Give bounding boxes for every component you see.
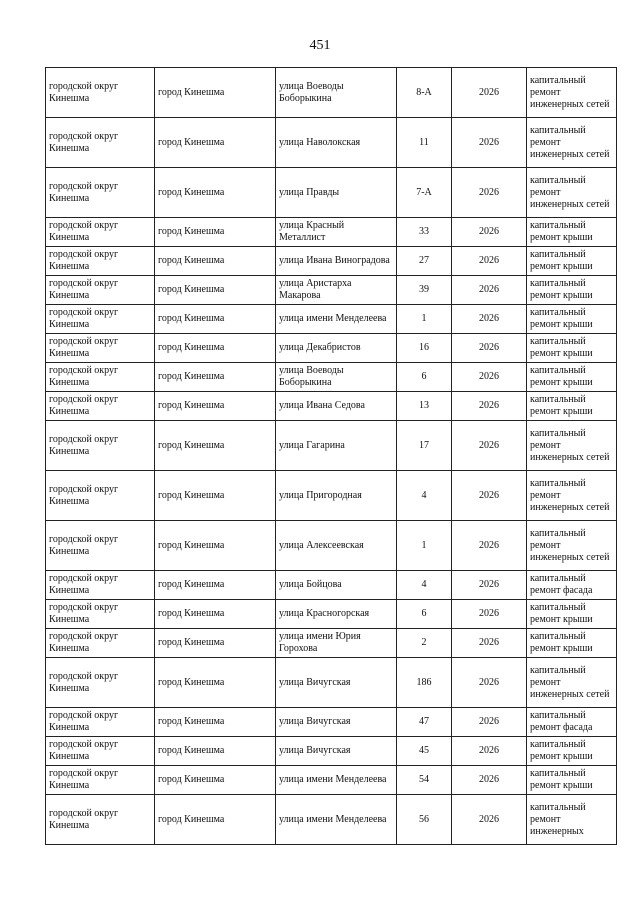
house-number-cell: 56 — [397, 795, 452, 845]
city-cell: город Кинешма — [155, 708, 276, 737]
city-cell: город Кинешма — [155, 521, 276, 571]
district-cell: городской округ Кинешма — [46, 247, 155, 276]
street-cell: улица Ивана Виноградова — [276, 247, 397, 276]
table-row — [46, 334, 617, 363]
year-cell: 2026 — [452, 737, 527, 766]
table-row — [46, 471, 617, 521]
street-cell: улица имени Юрия Горохова — [276, 629, 397, 658]
work-type-cell: капитальный ремонт крыши — [527, 305, 617, 334]
table-row — [46, 571, 617, 600]
year-cell: 2026 — [452, 68, 527, 118]
page-number: 451 — [309, 38, 331, 53]
year-cell: 2026 — [452, 795, 527, 845]
house-number-cell: 6 — [397, 363, 452, 392]
housing-repair-table — [45, 67, 617, 845]
street-cell: улица имени Менделеева — [276, 766, 397, 795]
house-number-cell: 17 — [397, 421, 452, 471]
table-row — [46, 392, 617, 421]
work-type-cell: капитальный ремонт крыши — [527, 363, 617, 392]
city-cell: город Кинешма — [155, 247, 276, 276]
table-row — [46, 600, 617, 629]
table-row — [46, 708, 617, 737]
house-number-cell: 1 — [397, 521, 452, 571]
city-cell: город Кинешма — [155, 334, 276, 363]
district-cell: городской округ Кинешма — [46, 305, 155, 334]
city-cell: город Кинешма — [155, 421, 276, 471]
work-type-cell: капитальный ремонт инженерных — [527, 795, 617, 845]
street-cell: улица имени Менделеева — [276, 305, 397, 334]
district-cell: городской округ Кинешма — [46, 658, 155, 708]
district-cell: городской округ Кинешма — [46, 276, 155, 305]
city-cell: город Кинешма — [155, 118, 276, 168]
table-row — [46, 118, 617, 168]
work-type-cell: капитальный ремонт крыши — [527, 334, 617, 363]
year-cell: 2026 — [452, 708, 527, 737]
work-type-cell: капитальный ремонт инженерных сетей — [527, 521, 617, 571]
house-number-cell: 27 — [397, 247, 452, 276]
district-cell: городской округ Кинешма — [46, 392, 155, 421]
house-number-cell: 8-А — [397, 68, 452, 118]
table-row — [46, 247, 617, 276]
city-cell: город Кинешма — [155, 363, 276, 392]
house-number-cell: 7-А — [397, 168, 452, 218]
year-cell: 2026 — [452, 168, 527, 218]
house-number-cell: 4 — [397, 471, 452, 521]
year-cell: 2026 — [452, 421, 527, 471]
district-cell: городской округ Кинешма — [46, 521, 155, 571]
district-cell: городской округ Кинешма — [46, 334, 155, 363]
year-cell: 2026 — [452, 471, 527, 521]
year-cell: 2026 — [452, 118, 527, 168]
house-number-cell: 6 — [397, 600, 452, 629]
district-cell: городской округ Кинешма — [46, 421, 155, 471]
year-cell: 2026 — [452, 218, 527, 247]
table-row — [46, 168, 617, 218]
city-cell: город Кинешма — [155, 471, 276, 521]
work-type-cell: капитальный ремонт инженерных сетей — [527, 471, 617, 521]
house-number-cell: 47 — [397, 708, 452, 737]
table-row — [46, 305, 617, 334]
district-cell: городской округ Кинешма — [46, 600, 155, 629]
year-cell: 2026 — [452, 363, 527, 392]
work-type-cell: капитальный ремонт крыши — [527, 392, 617, 421]
table-row — [46, 521, 617, 571]
house-number-cell: 186 — [397, 658, 452, 708]
street-cell: улица Алексеевская — [276, 521, 397, 571]
work-type-cell: капитальный ремонт крыши — [527, 737, 617, 766]
work-type-cell: капитальный ремонт инженерных сетей — [527, 168, 617, 218]
work-type-cell: капитальный ремонт инженерных сетей — [527, 118, 617, 168]
year-cell: 2026 — [452, 766, 527, 795]
district-cell: городской округ Кинешма — [46, 168, 155, 218]
work-type-cell: капитальный ремонт крыши — [527, 218, 617, 247]
work-type-cell: капитальный ремонт инженерных сетей — [527, 68, 617, 118]
city-cell: город Кинешма — [155, 392, 276, 421]
table-row — [46, 421, 617, 471]
street-cell: улица Гагарина — [276, 421, 397, 471]
year-cell: 2026 — [452, 600, 527, 629]
table-row — [46, 629, 617, 658]
street-cell: улица имени Менделеева — [276, 795, 397, 845]
work-type-cell: капитальный ремонт фасада — [527, 571, 617, 600]
table-row — [46, 276, 617, 305]
city-cell: город Кинешма — [155, 658, 276, 708]
street-cell: улица Наволокская — [276, 118, 397, 168]
city-cell: город Кинешма — [155, 218, 276, 247]
work-type-cell: капитальный ремонт инженерных сетей — [527, 658, 617, 708]
year-cell: 2026 — [452, 305, 527, 334]
street-cell: улица Красный Металлист — [276, 218, 397, 247]
work-type-cell: капитальный ремонт крыши — [527, 766, 617, 795]
street-cell: улица Пригородная — [276, 471, 397, 521]
city-cell: город Кинешма — [155, 68, 276, 118]
table-row — [46, 795, 617, 845]
year-cell: 2026 — [452, 571, 527, 600]
table-row — [46, 766, 617, 795]
house-number-cell: 11 — [397, 118, 452, 168]
year-cell: 2026 — [452, 658, 527, 708]
year-cell: 2026 — [452, 392, 527, 421]
city-cell: город Кинешма — [155, 276, 276, 305]
year-cell: 2026 — [452, 629, 527, 658]
district-cell: городской округ Кинешма — [46, 471, 155, 521]
city-cell: город Кинешма — [155, 795, 276, 845]
street-cell: улица Вичугская — [276, 737, 397, 766]
city-cell: город Кинешма — [155, 766, 276, 795]
table-body — [46, 68, 617, 845]
street-cell: улица Ивана Седова — [276, 392, 397, 421]
district-cell: городской округ Кинешма — [46, 363, 155, 392]
street-cell: улица Бойцова — [276, 571, 397, 600]
district-cell: городской округ Кинешма — [46, 708, 155, 737]
district-cell: городской округ Кинешма — [46, 737, 155, 766]
street-cell: улица Вичугская — [276, 658, 397, 708]
city-cell: город Кинешма — [155, 737, 276, 766]
city-cell: город Кинешма — [155, 168, 276, 218]
street-cell: улица Аристарха Макарова — [276, 276, 397, 305]
house-number-cell: 13 — [397, 392, 452, 421]
work-type-cell: капитальный ремонт крыши — [527, 247, 617, 276]
house-number-cell: 16 — [397, 334, 452, 363]
city-cell: город Кинешма — [155, 629, 276, 658]
year-cell: 2026 — [452, 276, 527, 305]
district-cell: городской округ Кинешма — [46, 118, 155, 168]
city-cell: город Кинешма — [155, 600, 276, 629]
house-number-cell: 2 — [397, 629, 452, 658]
table-row — [46, 218, 617, 247]
district-cell: городской округ Кинешма — [46, 68, 155, 118]
work-type-cell: капитальный ремонт крыши — [527, 276, 617, 305]
city-cell: город Кинешма — [155, 305, 276, 334]
street-cell: улица Вичугская — [276, 708, 397, 737]
work-type-cell: капитальный ремонт крыши — [527, 629, 617, 658]
city-cell: город Кинешма — [155, 571, 276, 600]
house-number-cell: 45 — [397, 737, 452, 766]
house-number-cell: 39 — [397, 276, 452, 305]
street-cell: улица Правды — [276, 168, 397, 218]
street-cell: улица Воеводы Боборыкина — [276, 363, 397, 392]
district-cell: городской округ Кинешма — [46, 629, 155, 658]
district-cell: городской округ Кинешма — [46, 795, 155, 845]
house-number-cell: 1 — [397, 305, 452, 334]
house-number-cell: 33 — [397, 218, 452, 247]
district-cell: городской округ Кинешма — [46, 218, 155, 247]
street-cell: улица Красногорская — [276, 600, 397, 629]
work-type-cell: капитальный ремонт фасада — [527, 708, 617, 737]
year-cell: 2026 — [452, 334, 527, 363]
street-cell: улица Воеводы Боборыкина — [276, 68, 397, 118]
table-row — [46, 658, 617, 708]
table-row — [46, 68, 617, 118]
district-cell: городской округ Кинешма — [46, 766, 155, 795]
house-number-cell: 54 — [397, 766, 452, 795]
table-row — [46, 363, 617, 392]
table-row — [46, 737, 617, 766]
district-cell: городской округ Кинешма — [46, 571, 155, 600]
street-cell: улица Декабристов — [276, 334, 397, 363]
year-cell: 2026 — [452, 247, 527, 276]
year-cell: 2026 — [452, 521, 527, 571]
work-type-cell: капитальный ремонт инженерных сетей — [527, 421, 617, 471]
house-number-cell: 4 — [397, 571, 452, 600]
work-type-cell: капитальный ремонт крыши — [527, 600, 617, 629]
